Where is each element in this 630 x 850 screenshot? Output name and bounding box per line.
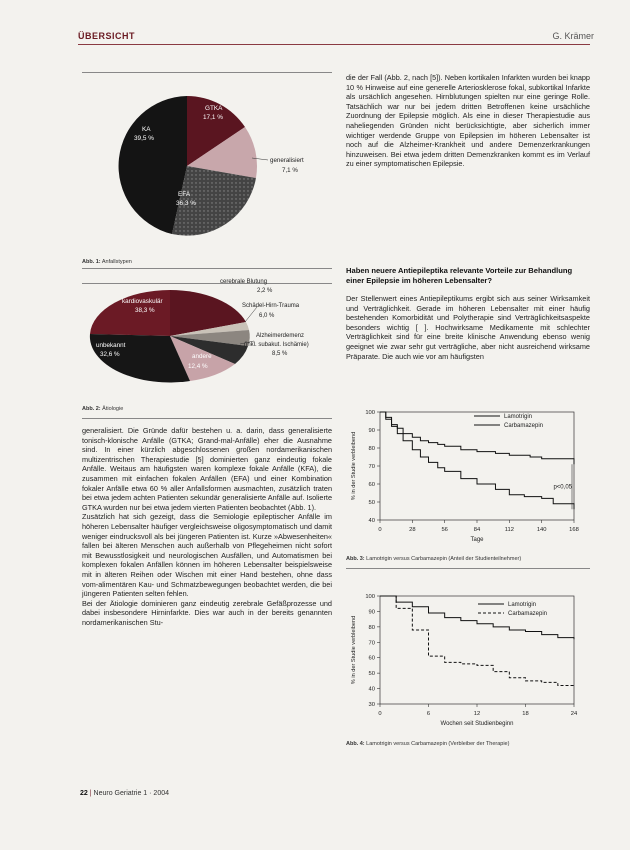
y-tick-label: 60	[368, 655, 375, 662]
fig4-line-chart	[346, 586, 590, 736]
series-line-0	[380, 596, 574, 639]
section-heading: Haben neuere Antiepileptika relevante Vorteile zur Behandlung einer Epilepsie im höheren Lebensalter?	[346, 266, 573, 285]
series-line-1	[380, 412, 574, 509]
y-tick-label: 70	[368, 464, 375, 470]
fig2-value-kardio: 38,3 %	[135, 307, 155, 314]
x-tick-label: 84	[473, 527, 481, 533]
fig2-label-demenz1: Alzheimerdemenz	[256, 333, 305, 339]
y-tick-label: 60	[368, 482, 375, 488]
fig2-value-cerebral: 2,2 %	[257, 288, 273, 294]
fig1-pie-chart	[82, 76, 332, 254]
fig3-caption-text: Lamotrigin versus Carbamazepin (Anteil der Studienteilnehmer)	[366, 556, 522, 562]
fig2-value-andere: 12,4 %	[188, 363, 208, 370]
pvalue-label: p<0,05	[553, 484, 572, 491]
fig1-label-gtka: GTKA	[205, 105, 223, 112]
fig1-label-ka: KA	[142, 126, 151, 133]
author-header: G. Krämer	[552, 31, 594, 41]
fig2-caption-label: Abb. 2:	[82, 406, 101, 412]
fig1-value-gtka: 17,1 %	[203, 114, 223, 121]
y-axis-label: % in der Studie verbleibend	[351, 431, 357, 501]
y-tick-label: 90	[368, 609, 375, 616]
y-tick-label: 70	[368, 640, 375, 647]
x-tick-label: 112	[504, 527, 514, 533]
x-tick-label: 0	[378, 527, 382, 533]
page-number: 22	[80, 790, 88, 797]
x-tick-label: 18	[522, 711, 529, 717]
fig1-label-efa: EFA	[178, 191, 191, 198]
x-tick-label: 6	[426, 711, 431, 717]
series-line-0	[380, 412, 574, 464]
series-line-1	[380, 596, 574, 685]
fig2-bottom-rule	[82, 418, 332, 419]
fig2-caption-text: Ätiologie	[102, 406, 124, 412]
fig1-caption-text: Anfallstypen	[101, 259, 132, 265]
fig1-top-rule	[82, 72, 332, 73]
y-tick-label: 30	[368, 702, 375, 708]
x-axis-label: Tage	[470, 537, 484, 543]
plot-frame	[380, 412, 574, 520]
left-paragraph-1: generalisiert. Die Gründe dafür bestehen u. a. darin, dass generalisierte tonisch-klonische Anfälle (GTKA; Grand-mal-Anfälle) eher die Ausnahme sind. In einer kürzlich abgeschlossenen großen nordamerikanischen multizentrischen Therapiestudie [5] dominierten ganz eindeutig fokale Anfälle. Weitaus am häufigsten waren komplexe fokale Anfälle (KFA), die zusammen mit einfachen fokalen Anfällen (EFA) und einer Kombination fokaler Anfälle etwa 60 % aller Anfallsformen ausmachten, zusätzlich traten bei etwa jedem achten Patienten sekundär generalisierte Anfälle auf. Isolierte GTKA wurden nur bei etwa jedem vierten Patienten beobachtet (Abb. 1).	[82, 426, 332, 512]
fig2-label-andere: andere	[192, 353, 212, 360]
fig1-label-gen: generalisiert	[270, 157, 304, 164]
fig1-caption-label: Abb. 1:	[82, 259, 101, 265]
fig2-slice-kardio2	[90, 290, 170, 336]
x-tick-label: 12	[473, 711, 481, 717]
y-tick-label: 40	[368, 518, 375, 524]
left-paragraph-3: Bei der Ätiologie dominieren ganz eindeutig zerebrale Gefäßprozesse und dabei insbesondere Hirninfarkte. Dies war auch in der bereits genannten nordamerikanischen Stu-	[82, 598, 332, 627]
fig1-value-gen: 7,1 %	[282, 167, 298, 174]
x-tick-label: 0	[378, 711, 382, 717]
fig4-caption-label: Abb. 4:	[346, 741, 365, 747]
fig1-value-efa: 36,3 %	[176, 200, 196, 207]
fig2-label-unbekannt: unbekannt	[96, 342, 126, 349]
fig2-label-cerebral: cerebrale Blutung	[220, 279, 268, 285]
y-tick-label: 100	[365, 594, 375, 600]
y-tick-label: 50	[368, 500, 375, 506]
fig1-bottom-rule	[82, 268, 332, 269]
fig3-line-chart	[346, 402, 590, 552]
fig2-top-rule	[82, 283, 332, 284]
fig1-value-ka: 39,5 %	[134, 135, 154, 142]
y-tick-label: 80	[368, 624, 375, 631]
x-tick-label: 168	[569, 527, 579, 533]
right-column-text-top: die der Fall (Abb. 2, nach [5]). Neben kortikalen Infarkten wurden bei knapp 10 % Hinweise auf eine generelle Arteriosklerose fokal, subkortikal Infarkte als ursächlich angesehen. Hirnblutungen spielten nur eine geringe Rolle. Tatsächlich war nur bei jedem dritten Betroffenen keine ursächliche Zuordnung der Epilepsie möglich. Als eine in dieser Therapiestudie aus naheliegenden Gründen nicht berücksichtigte, aber sicherlich immer wichtiger werdende Gruppe von Epilepsien im höheren Lebensalter ist noch auf die Alzheimer-Krankheit und andere Demenzerkrankungen hinzuweisen. Bei etwa jedem dritten Demenzkranken kommt es im Verlauf zu einer symptomatischen Epilepsie.	[346, 73, 590, 169]
legend-label-0: Lamotrigin	[504, 414, 533, 420]
x-tick-label: 24	[570, 711, 578, 717]
x-axis-label: Wochen seit Studienbeginn	[440, 721, 514, 727]
y-tick-label: 50	[368, 671, 375, 678]
fig2-value-unbekannt: 32,6 %	[100, 351, 120, 358]
fig4-caption	[346, 741, 590, 747]
y-tick-label: 80	[368, 446, 375, 452]
right-column-text-bottom: Der Stellenwert eines Antiepileptikums ergibt sich aus seiner Wirksamkeit und Verträglichkeit. Gerade im höheren Lebensalter mit einer häufig bestehenden Komorbidität und Polytherapie sind Verträglichkeitsaspekte besonders wichtig [ ]. Hochwirksame Medikamente mit schlechter Verträglichkeit sind für eine breite klinische Anwendung ebenso wenig geeignet wie zwar sehr gut verträgliche, aber nicht ausreichend wirksame Präparate. Die auch wie vor am häufigsten	[346, 294, 590, 361]
journal-name: Neuro Geriatrie 1 · 2004	[93, 790, 169, 797]
fig3-bottom-rule	[346, 568, 590, 569]
x-tick-label: 28	[409, 527, 416, 533]
legend-label-0: Lamotrigin	[508, 602, 537, 608]
fig3-caption-label: Abb. 3:	[346, 556, 365, 562]
fig3-caption	[346, 556, 590, 562]
fig2-value-schaedel: 6,0 %	[259, 313, 275, 319]
legend-label-1: Carbamazepin	[508, 611, 548, 617]
left-column-text	[82, 426, 332, 627]
header-rule	[78, 44, 590, 45]
fig2-label-demenz2: (inkl. subakut. Ischämie)	[244, 342, 309, 348]
left-paragraph-2: Zusätzlich hat sich gezeigt, dass die Semiologie epileptischer Anfälle im höheren Lebensalter häufiger vergleichsweise oligosymptomatisch und damit weniger eindrucksvoll als bei jüngeren Patienten ist. Kurze »Abwesenheiten« fallen bei älteren Menschen auch außerhalb von Pflegeheimen nicht sofort mit Bewusstlosigkeit und neurologischen Ausfällen, und Automatismen bei komplexen fokalen Anfällen können im höheren Lebensalter beispielsweise mit in älteren Reihen oder Wischen mit einer Hand bestehen, ohne dass vom-alimentären Kau- und Schmatzbewegungen beobachtet werden, die bei jüngeren Patienten selten fehlen.	[82, 512, 332, 599]
fig2-caption	[82, 406, 123, 412]
y-tick-label: 90	[368, 428, 375, 434]
page-footer: 22 | Neuro Geriatrie 1 · 2004	[80, 790, 169, 797]
fig2-pie-chart	[82, 279, 332, 392]
x-tick-label: 56	[441, 527, 448, 533]
x-tick-label: 140	[536, 527, 547, 533]
y-tick-label: 40	[368, 686, 375, 693]
legend-label-1: Carbamazepin	[504, 423, 544, 429]
y-tick-label: 100	[365, 410, 375, 416]
y-axis-label: % in der Studie verbleibend	[351, 615, 357, 685]
fig1-caption	[82, 259, 132, 265]
fig2-label-kardio: kardiovaskulär	[122, 298, 163, 305]
section-header: ÜBERSICHT	[78, 31, 136, 41]
fig4-caption-text: Lamotrigin versus Carbamazepin (Verbleiber der Therapie)	[366, 741, 510, 747]
fig2-label-schaedel: Schädel-Hirn-Trauma	[242, 303, 300, 309]
fig2-value-demenz: 8,5 %	[272, 351, 288, 357]
